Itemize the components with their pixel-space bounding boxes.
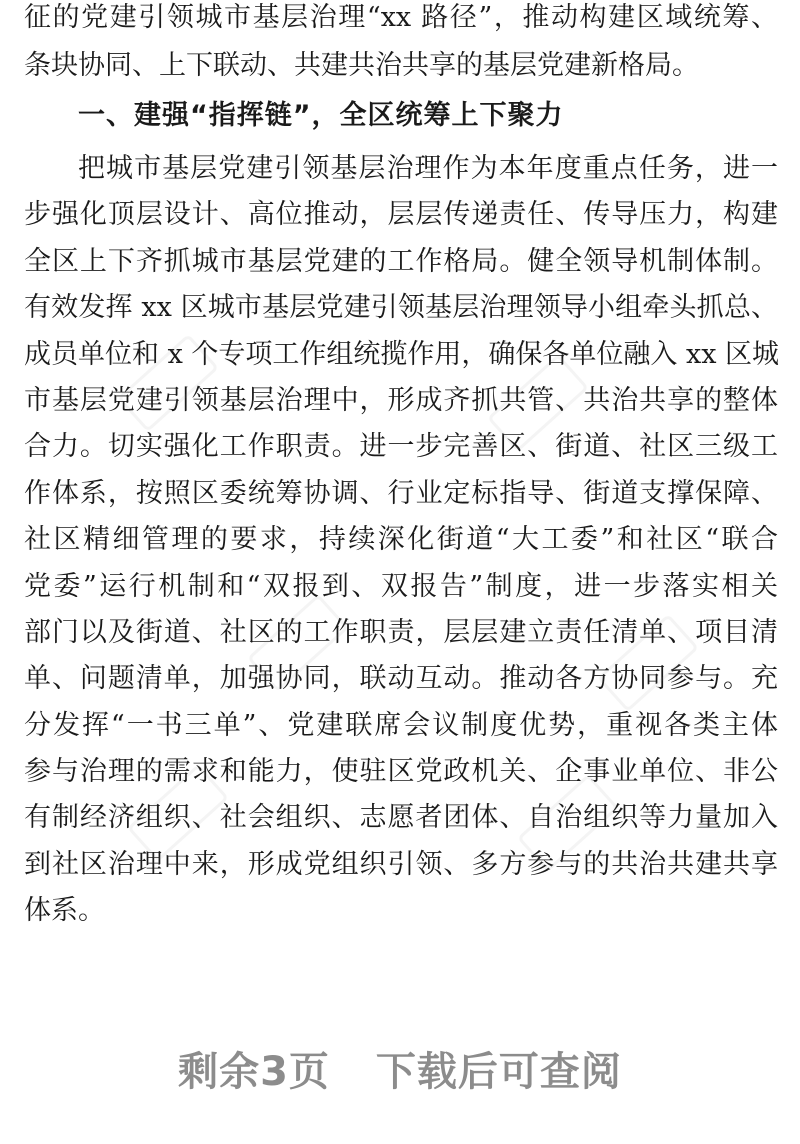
text-line: 体系。 xyxy=(24,895,105,927)
text-line: 全区上下齐抓城市基层党建的工作格局。健全领导机制体制。 xyxy=(24,245,778,277)
text-line: 参与治理的需求和能力，使驻区党政机关、企事业单位、非公 xyxy=(24,756,778,788)
text-line: 分发挥“一书三单”、党建联席会议制度优势，重视各类主体 xyxy=(24,709,778,741)
text-line: 有效发挥 xx 区城市基层党建引领基层治理领导小组牵头抓总、 xyxy=(24,292,778,324)
text-line: 有制经济组织、社会组织、志愿者团体、自治组织等力量加入 xyxy=(24,802,778,834)
text-line: 党委”运行机制和“双报到、双报告”制度，进一步落实相关 xyxy=(24,570,778,602)
text-line: 条块协同、上下联动、共建共治共享的基层党建新格局。 xyxy=(24,50,699,81)
text-line: 市基层党建引领基层治理中，形成齐抓共管、共治共享的整体 xyxy=(24,384,778,416)
text-line: 把城市基层党建引领基层治理作为本年度重点任务，进一 xyxy=(78,153,778,184)
section-heading: 一、建强“指挥链”，全区统筹上下聚力 xyxy=(78,100,564,131)
text-line: 合力。切实强化工作职责。进一步完善区、街道、社区三级工 xyxy=(24,431,778,463)
text-line: 社区精细管理的要求，持续深化街道“大工委”和社区“联合 xyxy=(24,524,778,556)
download-prompt[interactable] xyxy=(0,1040,800,1097)
text-line: 部门以及街道、社区的工作职责，层层建立责任清单、项目清 xyxy=(24,616,778,648)
text-line: 到社区治理中来，形成党组织引领、多方参与的共治共建共享 xyxy=(24,848,778,880)
text-line: 征的党建引领城市基层治理“xx 路径”，推动构建区域统筹、 xyxy=(24,2,778,33)
text-line: 单、问题清单，加强协同，联动互动。推动各方协同参与。充 xyxy=(24,663,778,695)
intro-paragraph xyxy=(24,0,778,90)
remaining-pages-label: 剩余3页 xyxy=(178,1049,330,1095)
body-paragraph xyxy=(24,146,778,935)
text-line: 成员单位和 x 个专项工作组统揽作用，确保各单位融入 xx 区城 xyxy=(24,338,780,370)
text-line: 步强化顶层设计、高位推动，层层传递责任、传导压力，构建 xyxy=(24,199,778,231)
text-line: 作体系，按照区委统筹协调、行业定标指导、街道支撑保障、 xyxy=(24,477,778,509)
download-hint-label: 下载后可查阅 xyxy=(375,1049,622,1095)
